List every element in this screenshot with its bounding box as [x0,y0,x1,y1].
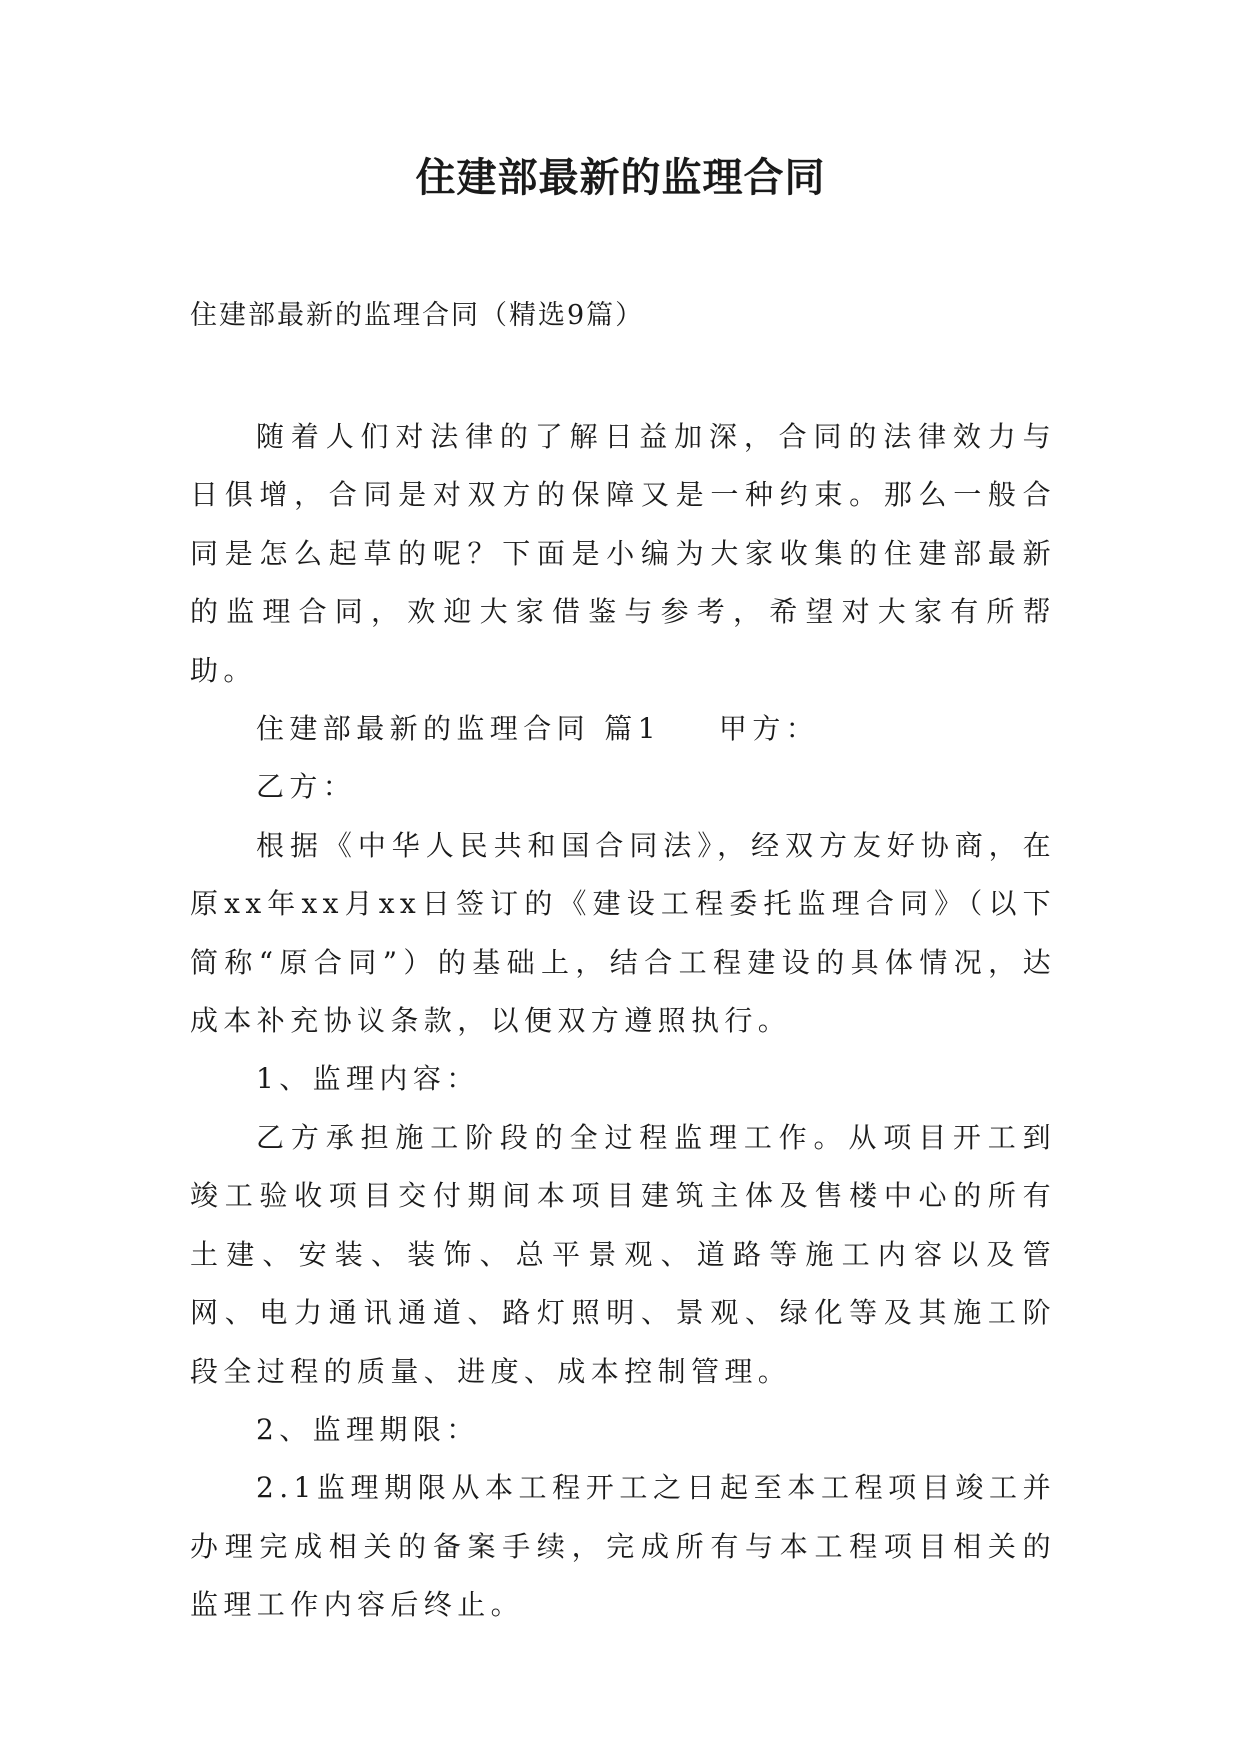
party-b-label: 乙方： [256,770,357,804]
section-heading: 住建部最新的监理合同 篇1 [256,712,661,746]
basis-paragraph: 根据《中华人民共和国合同法》，经双方友好协商，在原xx年xx月xx日签订的《建设工程委托监理合同》（以下简称“原合同”）的基础上，结合工程建设的具体情况，达成本补充协议条款，以便双方遵照执行。 [190,828,1056,1038]
document-title: 住建部最新的监理合同 [415,155,826,201]
clause-2-1-body: 2.1监理期限从本工程开工之日起至本工程项目竣工并办理完成相关的备案手续，完成所有与本工程项目相关的监理工作内容后终止。 [190,1471,1056,1622]
document-body [190,408,1056,1635]
clause-1-body: 乙方承担施工阶段的全过程监理工作。从项目开工到竣工验收项目交付期间本项目建筑主体及售楼中心的所有土建、安装、装饰、总平景观、道路等施工内容以及管网、电力通讯通道、路灯照明、景观、绿化等及其施工阶段全过程的质量、进度、成本控制管理。 [190,1120,1056,1388]
section-heading-line [190,700,1056,758]
intro-paragraph: 随着人们对法律的了解日益加深，合同的法律效力与日俱增，合同是对双方的保障又是一种约束。那么一般合同是怎么起草的呢？下面是小编为大家收集的住建部最新的监理合同，欢迎大家借鉴与参考，希望对大家有所帮助。 [190,420,1056,687]
document-subtitle: 住建部最新的监理合同（精选9篇） [190,300,645,331]
party-a-label: 甲方： [718,712,820,746]
clause-2-heading: 2、监理期限： [256,1412,480,1446]
clause-1-heading: 1、监理内容： [256,1062,480,1096]
